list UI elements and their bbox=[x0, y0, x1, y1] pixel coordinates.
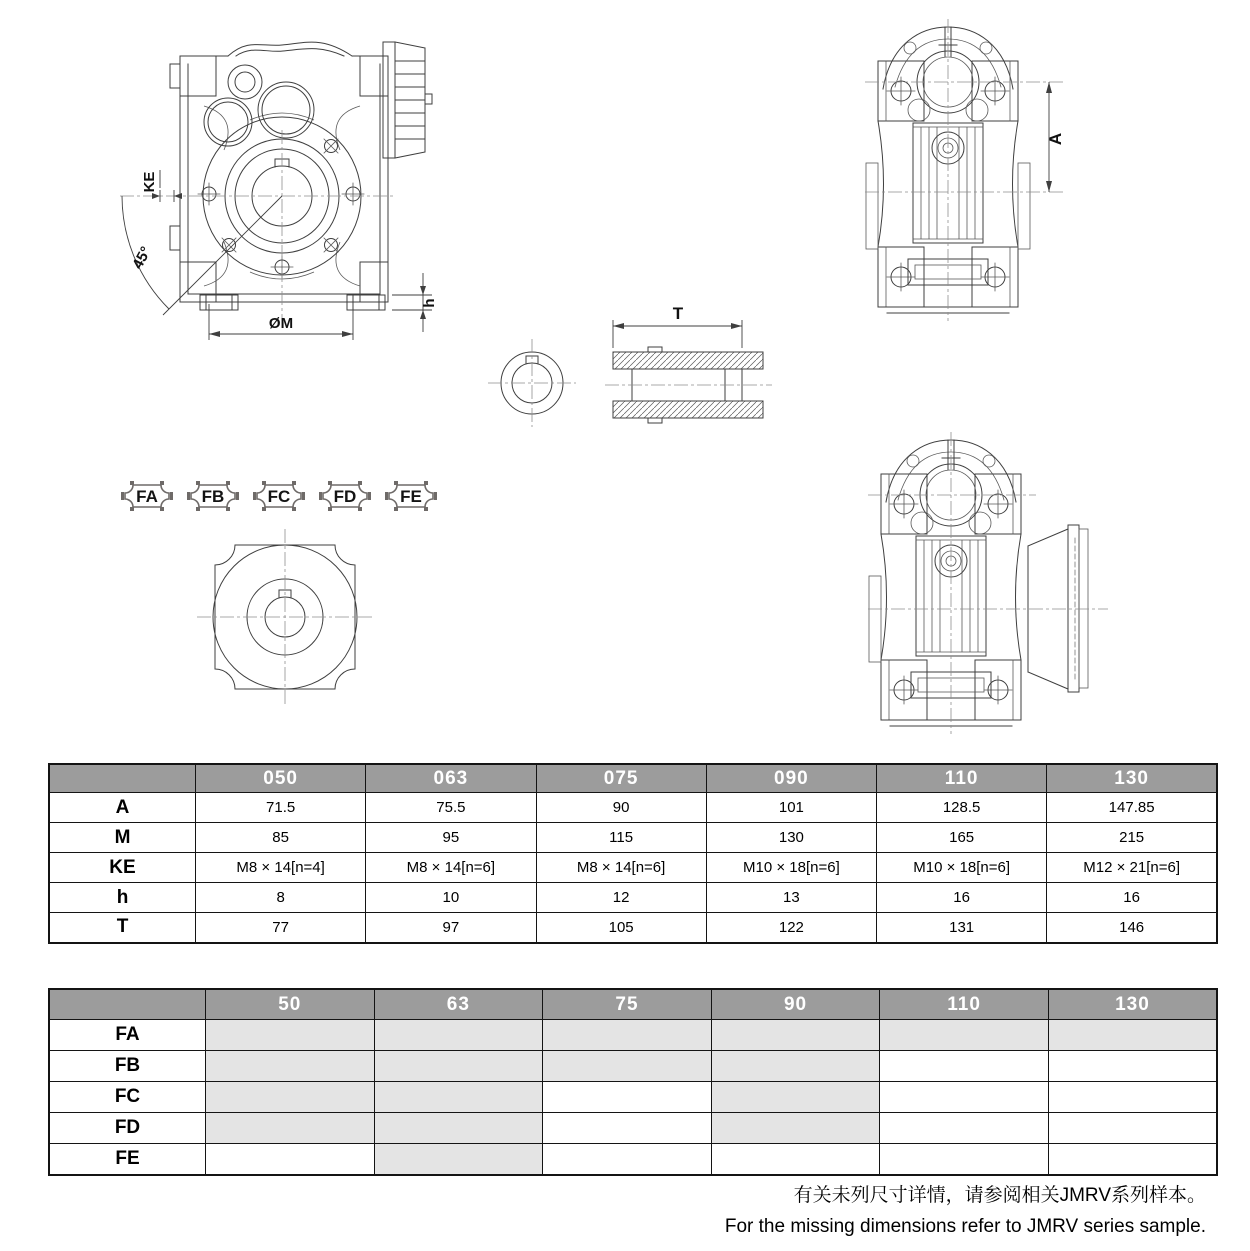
availability-cell-empty bbox=[880, 1082, 1049, 1113]
flange-table-col-header: 110 bbox=[880, 989, 1049, 1020]
dim-row-label: h bbox=[49, 883, 196, 913]
footnote-en: For the missing dimensions refer to JMRV series sample. bbox=[724, 1216, 1206, 1237]
housing-outline bbox=[170, 42, 388, 310]
gearbox-bottom-view-svg bbox=[853, 15, 1083, 325]
dim-value-cell: M8 × 14[n=6] bbox=[366, 853, 536, 883]
dim-value-cell: 95 bbox=[366, 823, 536, 853]
hollow-shaft-drawing bbox=[480, 300, 800, 430]
availability-cell-available bbox=[206, 1113, 375, 1144]
dim-value-cell: 101 bbox=[706, 793, 876, 823]
availability-cell-empty bbox=[880, 1113, 1049, 1144]
dim-value-cell: 131 bbox=[877, 913, 1047, 943]
availability-cell-available bbox=[206, 1082, 375, 1113]
centerlines bbox=[120, 130, 396, 330]
dim-value-cell: 215 bbox=[1047, 823, 1217, 853]
dim-value-cell: 12 bbox=[536, 883, 706, 913]
flange-table-row bbox=[49, 1082, 1217, 1113]
flange-plate-icon bbox=[319, 481, 371, 511]
dim-value-cell: 165 bbox=[877, 823, 1047, 853]
flange-table-col-header: 90 bbox=[711, 989, 880, 1020]
availability-cell-empty bbox=[1048, 1051, 1217, 1082]
flange-plaque-fa bbox=[121, 481, 173, 511]
dim-row-label: M bbox=[49, 823, 196, 853]
availability-cell-empty bbox=[1048, 1144, 1217, 1175]
flange-table-row bbox=[49, 1113, 1217, 1144]
gearbox-bell-view-svg bbox=[856, 428, 1116, 728]
dim-value-cell: 97 bbox=[366, 913, 536, 943]
availability-cell-available bbox=[374, 1144, 543, 1175]
gearbox-front-view-drawing bbox=[120, 10, 460, 345]
dim-value-cell: 105 bbox=[536, 913, 706, 943]
dim-value-cell: 75.5 bbox=[366, 793, 536, 823]
availability-cell-empty bbox=[1048, 1082, 1217, 1113]
availability-cell-empty bbox=[880, 1051, 1049, 1082]
dim-value-cell: 13 bbox=[706, 883, 876, 913]
availability-cell-available bbox=[711, 1020, 880, 1051]
square-flange-svg bbox=[195, 525, 385, 715]
dim-value-cell: M8 × 14[n=6] bbox=[536, 853, 706, 883]
dim-table-col-header: 090 bbox=[706, 764, 876, 793]
flange-row-label: FE bbox=[49, 1144, 206, 1175]
dim-table-col-header: 063 bbox=[366, 764, 536, 793]
dim-table-row bbox=[49, 793, 1217, 823]
gearbox-bell-view-drawing bbox=[856, 428, 1116, 728]
flange-plate-icon bbox=[121, 481, 173, 511]
dim-row-label: KE bbox=[49, 853, 196, 883]
availability-cell-available bbox=[374, 1020, 543, 1051]
flange-table-row bbox=[49, 1051, 1217, 1082]
dim-value-cell: 10 bbox=[366, 883, 536, 913]
flange-table-body bbox=[49, 1020, 1217, 1175]
availability-cell-available bbox=[374, 1051, 543, 1082]
availability-cell-available bbox=[543, 1051, 712, 1082]
flange-table-row bbox=[49, 1144, 1217, 1175]
flange-table-col-header: 50 bbox=[206, 989, 375, 1020]
availability-cell-empty bbox=[206, 1144, 375, 1175]
corner-cell bbox=[49, 764, 196, 793]
flange-plaque-label: FE bbox=[400, 487, 422, 506]
flange-plate-icon bbox=[385, 481, 437, 511]
dim-value-cell: 90 bbox=[536, 793, 706, 823]
flange-availability-table bbox=[48, 988, 1218, 1176]
flange-row-label: FB bbox=[49, 1051, 206, 1082]
dim-value-cell: 71.5 bbox=[196, 793, 366, 823]
availability-cell-available bbox=[543, 1020, 712, 1051]
dim-value-cell: M10 × 18[n=6] bbox=[877, 853, 1047, 883]
flange-plaque-label: FD bbox=[333, 487, 357, 506]
flange-row-label: FD bbox=[49, 1113, 206, 1144]
dim-value-cell: 85 bbox=[196, 823, 366, 853]
corner-cell bbox=[49, 989, 206, 1020]
flange-plaque-fd bbox=[319, 481, 371, 511]
flange-table-head-row bbox=[49, 989, 1217, 1020]
a-label: A bbox=[1046, 132, 1065, 146]
dim-table-row bbox=[49, 853, 1217, 883]
dim-value-cell: 77 bbox=[196, 913, 366, 943]
dim-t bbox=[613, 304, 742, 348]
flange-table-row bbox=[49, 1020, 1217, 1051]
dim-table-row bbox=[49, 823, 1217, 853]
angle-label: 45° bbox=[129, 243, 155, 272]
dim-value-cell: 128.5 bbox=[877, 793, 1047, 823]
gearbox-front-view-svg bbox=[120, 10, 460, 345]
flange-table-col-header: 75 bbox=[543, 989, 712, 1020]
dim-value-cell: 122 bbox=[706, 913, 876, 943]
dim-ke bbox=[141, 170, 182, 202]
om-label: ØM bbox=[268, 315, 294, 332]
dim-value-cell: M10 × 18[n=6] bbox=[706, 853, 876, 883]
body-outline bbox=[869, 440, 1021, 726]
dim-value-cell: 130 bbox=[706, 823, 876, 853]
availability-cell-empty bbox=[711, 1144, 880, 1175]
flange-plate-icon bbox=[187, 481, 239, 511]
availability-cell-empty bbox=[880, 1144, 1049, 1175]
availability-cell-empty bbox=[1048, 1113, 1217, 1144]
dim-value-cell: 147.85 bbox=[1047, 793, 1217, 823]
bell-housing bbox=[1028, 525, 1088, 692]
dim-table-col-header: 110 bbox=[877, 764, 1047, 793]
dim-h bbox=[392, 273, 438, 332]
dim-value-cell: 146 bbox=[1047, 913, 1217, 943]
flange-plaque-label: FC bbox=[267, 487, 291, 506]
flange-plaque-fe bbox=[385, 481, 437, 511]
flange-plaque-fc bbox=[253, 481, 305, 511]
dim-table-col-header: 130 bbox=[1047, 764, 1217, 793]
dim-value-cell: M8 × 14[n=4] bbox=[196, 853, 366, 883]
flange-plaque-label: FB bbox=[201, 487, 225, 506]
dim-row-label: T bbox=[49, 913, 196, 943]
ke-label: KE bbox=[141, 171, 158, 193]
availability-cell-empty bbox=[543, 1144, 712, 1175]
bolt-holes bbox=[198, 139, 364, 278]
dim-table-col-header: 075 bbox=[536, 764, 706, 793]
flange-table-col-header: 130 bbox=[1048, 989, 1217, 1020]
square-flange-drawing bbox=[195, 525, 385, 715]
centerlines bbox=[197, 529, 373, 705]
input-flange-fins bbox=[383, 42, 432, 158]
availability-cell-available bbox=[374, 1082, 543, 1113]
availability-cell-available bbox=[206, 1051, 375, 1082]
hollow-shaft-svg bbox=[480, 300, 800, 430]
gearbox-bottom-view-drawing bbox=[853, 15, 1083, 325]
availability-cell-available bbox=[711, 1113, 880, 1144]
dim-row-label: A bbox=[49, 793, 196, 823]
flange-row-label: FA bbox=[49, 1020, 206, 1051]
flange-options-row bbox=[121, 481, 437, 511]
footnote-zh: 有关未列尺寸详情，请参阅相关JMRV系列样本。 bbox=[793, 1185, 1206, 1206]
dim-table-col-header: 050 bbox=[196, 764, 366, 793]
availability-cell-empty bbox=[543, 1082, 712, 1113]
availability-cell-available bbox=[206, 1020, 375, 1051]
dim-om bbox=[209, 304, 353, 340]
availability-cell-available bbox=[1048, 1020, 1217, 1051]
availability-cell-available bbox=[711, 1051, 880, 1082]
availability-cell-available bbox=[880, 1020, 1049, 1051]
flange-plate-icon bbox=[253, 481, 305, 511]
shaft-section-view bbox=[605, 347, 772, 423]
flange-table-col-header: 63 bbox=[374, 989, 543, 1020]
availability-cell-empty bbox=[543, 1113, 712, 1144]
h-label: h bbox=[421, 298, 438, 308]
t-label: T bbox=[672, 304, 684, 323]
dim-table-head-row bbox=[49, 764, 1217, 793]
availability-cell-available bbox=[374, 1113, 543, 1144]
dim-table-row bbox=[49, 883, 1217, 913]
dim-value-cell: 115 bbox=[536, 823, 706, 853]
dimension-table bbox=[48, 763, 1218, 944]
dim-value-cell: 16 bbox=[1047, 883, 1217, 913]
dim-value-cell: M12 × 21[n=6] bbox=[1047, 853, 1217, 883]
dim-a bbox=[1046, 82, 1065, 192]
centerlines bbox=[865, 19, 1065, 321]
footnote bbox=[725, 1180, 1206, 1242]
oil-plugs bbox=[204, 65, 314, 146]
availability-cell-available bbox=[711, 1082, 880, 1113]
dim-value-cell: 8 bbox=[196, 883, 366, 913]
flange-plaque-fb bbox=[187, 481, 239, 511]
dim-table-row bbox=[49, 913, 1217, 943]
dim-table-body bbox=[49, 793, 1217, 943]
flange-plaque-label: FA bbox=[136, 487, 158, 506]
dim-value-cell: 16 bbox=[877, 883, 1047, 913]
flange-row-label: FC bbox=[49, 1082, 206, 1113]
shaft-end-view bbox=[488, 339, 576, 427]
